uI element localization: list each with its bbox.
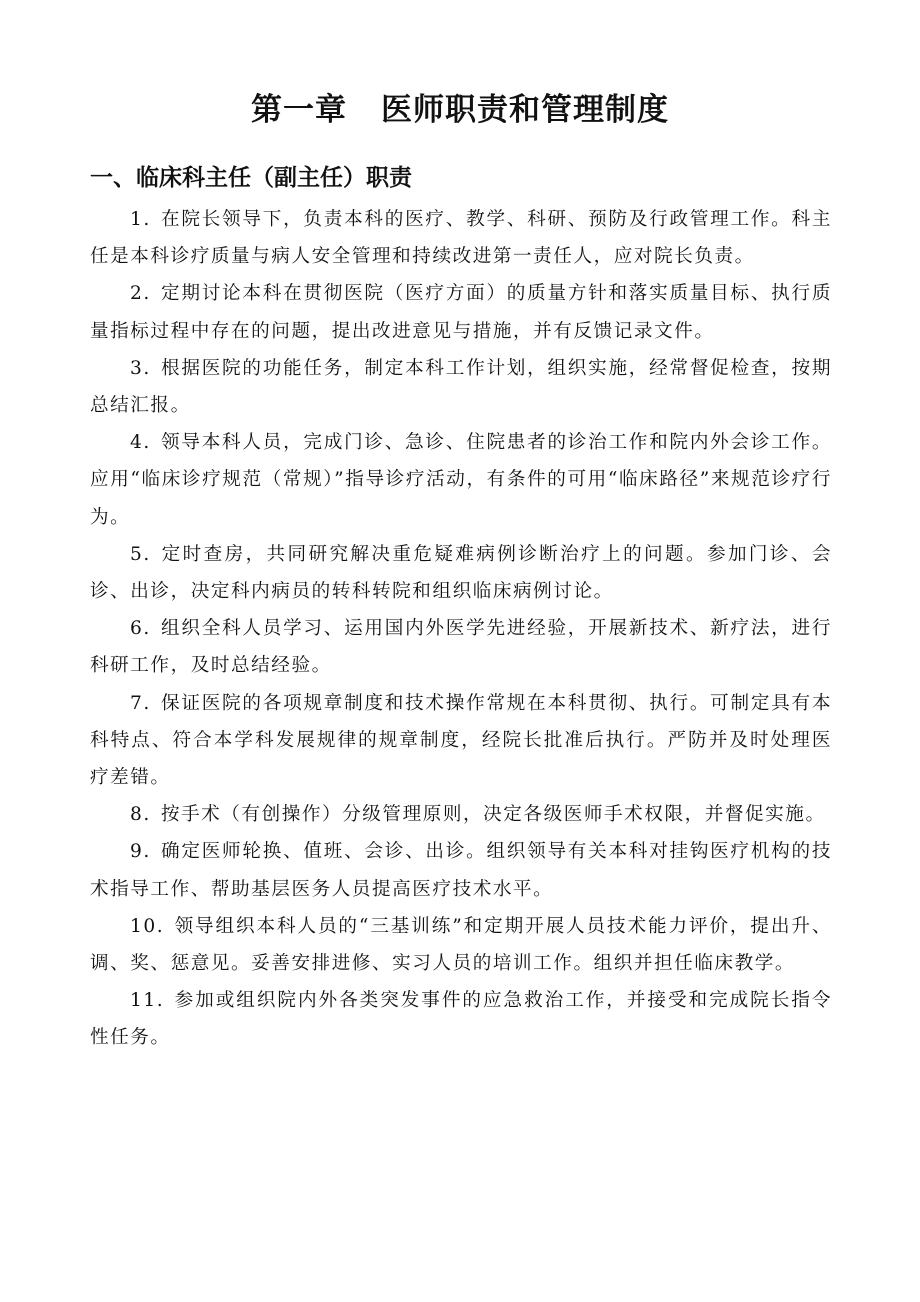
- duty-item-number: 8.: [130, 804, 151, 826]
- duty-item-text: 组织全科人员学习、运用国内外医学先进经验，开展新技术、新疗法，进行科研工作，及时总结经验。: [90, 618, 832, 677]
- duty-item-9: [90, 833, 832, 907]
- duty-item-number: 5.: [130, 543, 151, 565]
- duty-item-number: 9.: [130, 841, 151, 863]
- duty-item-number: 11.: [130, 990, 165, 1012]
- duty-item-8: [90, 796, 832, 833]
- duty-item-1: [90, 201, 832, 275]
- duty-item-number: 7.: [130, 692, 151, 714]
- duty-item-10: [90, 908, 832, 982]
- duty-item-5: [90, 536, 832, 610]
- duty-item-2: [90, 275, 832, 349]
- chapter-title: [0, 86, 920, 134]
- section-title: 一、临床科主任（副主任）职责: [90, 165, 412, 191]
- duty-item-text: 保证医院的各项规章制度和技术操作常规在本科贯彻、执行。可制定具有本科特点、符合本学科发展规律的规章制度，经院长批准后执行。严防并及时处理医疗差错。: [90, 692, 832, 789]
- duty-item-text: 定期讨论本科在贯彻医院（医疗方面）的质量方针和落实质量目标、执行质量指标过程中存在的问题，提出改进意见与措施，并有反馈记录文件。: [90, 283, 832, 342]
- duty-item-text: 领导本科人员，完成门诊、急诊、住院患者的诊治工作和院内外会诊工作。应用“临床诊疗规范（常规）”指导诊疗活动，有条件的可用“临床路径”来规范诊疗行为。: [90, 432, 832, 528]
- duty-item-6: [90, 610, 832, 684]
- duty-item-3: [90, 350, 832, 424]
- duty-item-number: 2.: [130, 283, 151, 305]
- duty-list: [90, 201, 832, 1057]
- duty-item-text: 根据医院的功能任务，制定本科工作计划，组织实施，经常督促检查，按期总结汇报。: [90, 357, 832, 417]
- duty-item-text: 在院长领导下，负责本科的医疗、教学、科研、预防及行政管理工作。科主任是本科诊疗质量与病人安全管理和持续改进第一责任人，应对院长负责。: [90, 209, 832, 268]
- duty-item-text: 领导组织本科人员的“三基训练”和定期开展人员技术能力评价，提出升、调、奖、惩意见。妥善安排进修、实习人员的培训工作。组织并担任临床教学。: [90, 915, 832, 975]
- duty-item-number: 1.: [130, 209, 151, 230]
- duty-item-text: 按手术（有创操作）分级管理原则，决定各级医师手术权限，并督促实施。: [160, 804, 826, 826]
- duty-item-number: 10.: [130, 915, 165, 937]
- duty-item-number: 4.: [130, 432, 151, 454]
- duty-item-text: 参加或组织院内外各类突发事件的应急救治工作，并接受和完成院长指令性任务。: [90, 990, 832, 1049]
- duty-item-number: 3.: [130, 357, 151, 379]
- chapter-name: 医师职责和管理制度: [381, 92, 669, 128]
- duty-item-7: [90, 685, 832, 797]
- duty-item-11: [90, 982, 832, 1056]
- duty-item-text: 定时查房，共同研究解决重危疑难病例诊断治疗上的问题。参加门诊、会诊、出诊，决定科内病员的转科转院和组织临床病例讨论。: [90, 543, 832, 603]
- chapter-label: 第一章: [251, 92, 347, 128]
- duty-item-4: [90, 424, 832, 536]
- duty-item-number: 6.: [130, 618, 151, 640]
- duty-item-text: 确定医师轮换、值班、会诊、出诊。组织领导有关本科对挂钩医疗机构的技术指导工作、帮助基层医务人员提高医疗技术水平。: [90, 841, 832, 900]
